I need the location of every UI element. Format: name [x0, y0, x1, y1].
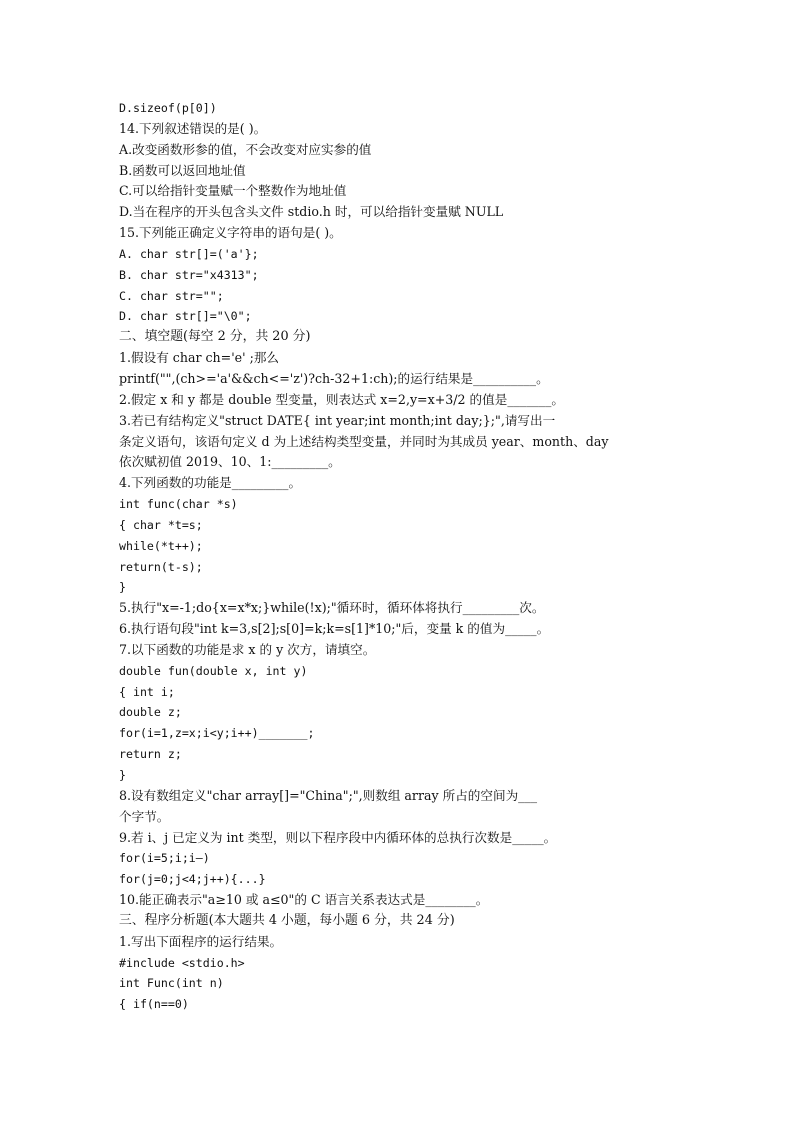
fill-question-5: 5.执行"x=-1;do{x=x*x;}while(!x);"循环时，循环体将执行_________次。 [119, 600, 545, 616]
code-line: { char *t=s; [119, 517, 203, 532]
fill-question-8-cont: 个字节。 [119, 808, 170, 824]
option-a-q15: A. char str[]=('a'}; [119, 246, 259, 261]
code-line: for(i=1,z=x;i<y;i++)_______; [119, 726, 315, 741]
code-line: double z; [119, 705, 182, 720]
fill-question-7: 7.以下函数的功能是求 x 的 y 次方，请填空。 [119, 641, 376, 657]
fill-question-1: 1.假设有 char ch='e' ;那么 [119, 350, 280, 366]
option-d-q13: D.sizeof(p[0]) [119, 101, 217, 115]
question-14: 14.下列叙述错误的是( )。 [119, 120, 267, 136]
fill-question-3-cont2: 依次赋初值 2019、10、1:_________。 [119, 454, 341, 470]
code-line: double fun(double x, int y) [119, 663, 308, 678]
option-d-q14: D.当在程序的开头包含头文件 stdio.h 时，可以给指针变量赋 NULL [119, 204, 504, 220]
option-c-q14: C.可以给指针变量赋一个整数作为地址值 [119, 183, 347, 199]
code-line: return z; [119, 747, 182, 762]
fill-question-2: 2.假定 x 和 y 都是 double 型变量，则表达式 x=2,y=x+3/2 的值是_______。 [119, 391, 564, 407]
fill-question-3: 3.若已有结构定义"struct DATE{ int year;int month;int day;};",请写出一 [119, 412, 556, 428]
section-heading-fill-in: 二、填空题(每空 2 分，共 20 分) [119, 329, 311, 345]
code-line: } [119, 580, 126, 595]
fill-question-9: 9.若 i、j 已定义为 int 类型，则以下程序段中内循环体的总执行次数是_____。 [119, 829, 557, 845]
section-heading-program-analysis: 三、程序分析题(本大题共 4 小题，每小题 6 分，共 24 分) [119, 912, 455, 928]
fill-question-6: 6.执行语句段"int k=3,s[2];s[0]=k;k=s[1]*10;"后，变量 k 的值为_____。 [119, 621, 550, 637]
fill-question-4: 4.下列函数的功能是_________。 [119, 475, 302, 491]
option-b-q15: B. char str="x4313"; [119, 267, 259, 282]
fill-question-3-cont: 条定义语句，该语句定义 d 为上述结构类型变量，并同时为其成员 year、month、day [119, 433, 609, 449]
code-line: int Func(int n) [119, 976, 224, 991]
code-line: int func(char *s) [119, 497, 238, 512]
code-line: for(i=5;i;i—) [119, 851, 210, 866]
option-a-q14: A.改变函数形参的值，不会改变对应实参的值 [119, 141, 372, 157]
code-line: for(j=0;j<4;j++){...} [119, 872, 266, 887]
question-15: 15.下列能正确定义字符串的语句是( )。 [119, 225, 342, 241]
option-c-q15: C. char str=""; [119, 288, 224, 303]
code-line: while(*t++); [119, 538, 203, 553]
option-b-q14: B.函数可以返回地址值 [119, 162, 246, 178]
fill-question-10: 10.能正确表示"a≥10 或 a≤0"的 C 语言关系表达式是________。 [119, 892, 489, 908]
code-line: } [119, 768, 126, 782]
option-d-q15: D. char str[]="\0"; [119, 309, 252, 324]
fill-question-1-code: printf("",(ch>='a'&&ch<='z')?ch-32+1:ch);的运行结果是__________。 [119, 370, 549, 386]
code-line: { if(n==0) [119, 997, 189, 1012]
fill-question-8: 8.设有数组定义"char array[]="China";",则数组 array 所占的空间为___ [119, 787, 538, 803]
document-body [119, 98, 679, 1015]
code-line: #include <stdio.h> [119, 955, 245, 970]
analysis-question-1: 1.写出下面程序的运行结果。 [119, 933, 283, 949]
code-line: return(t-s); [119, 559, 203, 574]
code-line: { int i; [119, 684, 175, 699]
